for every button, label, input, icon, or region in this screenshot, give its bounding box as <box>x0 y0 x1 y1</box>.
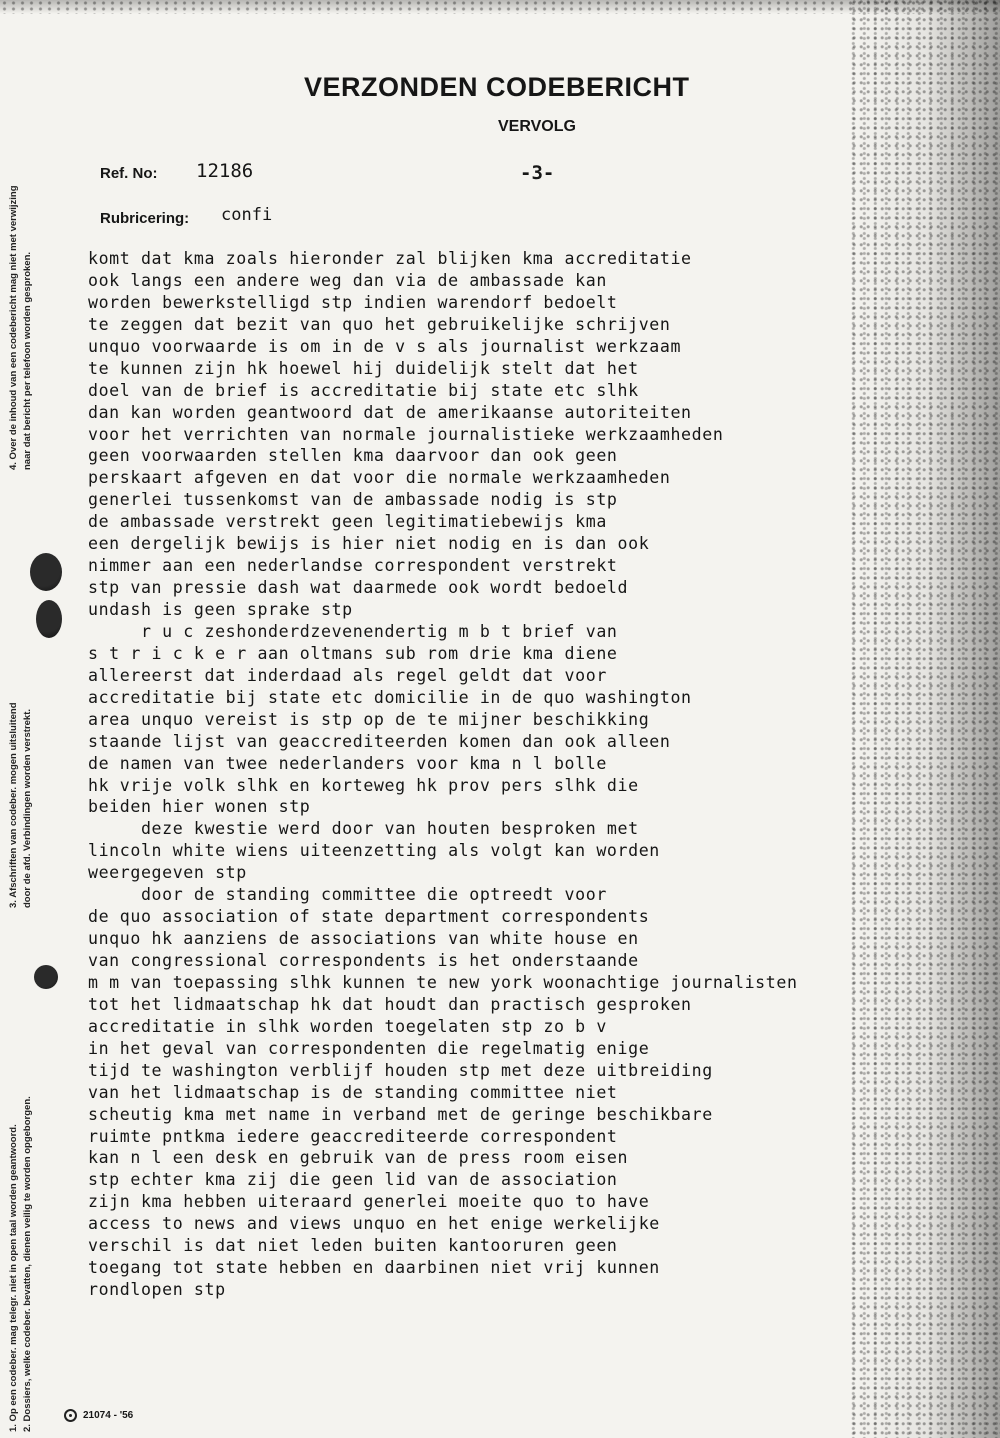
ref-label: Ref. No: <box>100 165 158 182</box>
body-line: unquo hk aanziens de associations van white house en <box>88 929 639 949</box>
body-line: verschil is dat niet leden buiten kantooruren geen <box>88 1236 618 1256</box>
body-line: door de standing committee die optreedt voor <box>88 885 607 905</box>
body-line: nimmer aan een nederlandse correspondent verstrekt <box>88 556 618 576</box>
body-line: te kunnen zijn hk hoewel hij duidelijk stelt dat het <box>88 358 639 378</box>
margin-note-1-line: 1. Op een codeber. mag telegr. niet in open taal worden geantwoord. <box>8 1124 19 1432</box>
footer <box>64 1409 133 1422</box>
document-subtitle: VERVOLG <box>498 118 576 135</box>
margin-note-4-line2: naar dat bericht per telefoon worden gesproken. <box>22 251 33 470</box>
body-line: rondlopen stp <box>88 1280 226 1300</box>
body-line: undash is geen sprake stp <box>88 600 353 619</box>
margin-note-1-2 <box>7 1096 35 1432</box>
body-line: toegang tot state hebben en daarbinen niet vrij kunnen <box>88 1258 660 1278</box>
body-line: unquo voorwaarde is om in de v s als journalist werkzaam <box>88 336 682 356</box>
margin-note-3 <box>7 702 35 908</box>
body-line: de namen van twee nederlanders voor kma n l bolle <box>88 753 607 773</box>
ref-value: 12186 <box>196 160 254 182</box>
body-line: beiden hier wonen stp <box>88 797 311 817</box>
margin-note-4 <box>7 185 35 470</box>
body-line: area unquo vereist is stp op de te mijner beschikking <box>88 709 650 729</box>
page-number: -3- <box>520 162 555 184</box>
body-line: perskaart afgeven en dat voor die normale werkzaamheden <box>88 468 671 488</box>
body-line: een dergelijk bewijs is hier niet nodig en is dan ook <box>88 534 650 554</box>
margin-note-2-line: 2. Dossiers, welke codeber. bevatten, dienen veilig te worden opgeborgen. <box>22 1096 33 1432</box>
body-line: staande lijst van geaccrediteerden komen dan ook alleen <box>88 731 671 751</box>
form-number: 21074 - '56 <box>83 1410 134 1421</box>
body-line: dan kan worden geantwoord dat de amerikaanse autoriteiten <box>88 402 692 422</box>
margin-note-3-line2: door de afd. Verbindingen worden verstrekt. <box>22 708 33 908</box>
body-line: van congressional correspondents is het onderstaande <box>88 951 639 970</box>
body-line: worden bewerkstelligd stp indien warendorf bedoelt <box>88 292 618 312</box>
body-line: van het lidmaatschap is de standing committee niet <box>88 1082 618 1102</box>
body-line: stp van pressie dash wat daarmede ook wordt bedoeld <box>88 578 629 598</box>
margin-note-4-line1: 4. Over de inhoud van een codebericht mag niet met verwijzing <box>8 185 19 470</box>
body-line: scheutig kma met name in verband met de geringe beschikbare <box>88 1104 713 1124</box>
body-line: tot het lidmaatschap hk dat houdt dan practisch gesproken <box>88 994 692 1014</box>
rubricering-value: confi <box>221 205 273 225</box>
body-line: zijn kma hebben uiteraard generlei moeite quo to have <box>88 1192 650 1212</box>
punch-stamp-icon <box>34 965 58 989</box>
body-line: in het geval van correspondenten die regelmatig enige <box>88 1038 650 1058</box>
body-line: komt dat kma zoals hieronder zal blijken kma accreditatie <box>88 249 692 268</box>
body-line: s t r i c k e r aan oltmans sub rom drie kma diene <box>88 643 618 663</box>
scan-top-noise <box>0 0 1000 14</box>
body-line: accreditatie bij state etc domicilie in de quo washington <box>88 687 692 707</box>
body-line: ook langs een andere weg dan via de ambassade kan <box>88 270 607 290</box>
body-line: deze kwestie werd door van houten besproken met <box>88 819 639 839</box>
body-line: weergegeven stp <box>88 863 247 883</box>
body-line: m m van toepassing slhk kunnen te new york woonachtige journalisten <box>88 972 798 992</box>
rubricering-label: Rubricering: <box>100 210 190 227</box>
body-line: voor het verrichten van normale journalistieke werkzaamheden <box>88 424 724 444</box>
body-line: generlei tussenkomst van de ambassade nodig is stp <box>88 490 618 510</box>
body-line: r u c zeshonderdzevenendertig m b t brief van <box>88 621 618 641</box>
body-line: geen voorwaarden stellen kma daarvoor dan ook geen <box>88 446 618 466</box>
margin-note-3-line1: 3. Afschriften van codeber. mogen uitsluitend <box>8 702 19 908</box>
body-line: de ambassade verstrekt geen legitimatiebewijs kma <box>88 512 607 532</box>
body-line: te zeggen dat bezit van quo het gebruikelijke schrijven <box>88 314 671 334</box>
punch-stamp-icon <box>30 553 62 591</box>
body-line: stp echter kma zij die geen lid van de association <box>88 1170 618 1190</box>
body-line: accreditatie in slhk worden toegelaten stp zo b v <box>88 1016 607 1036</box>
body-line: hk vrije volk slhk en korteweg hk prov pers slhk die <box>88 775 639 795</box>
message-body <box>88 248 968 1301</box>
printer-logo-icon <box>64 1409 77 1422</box>
body-line: kan n l een desk en gebruik van de press room eisen <box>88 1148 629 1168</box>
body-line: tijd te washington verblijf houden stp met deze uitbreiding <box>88 1060 713 1080</box>
body-line: access to news and views unquo en het enige werkelijke <box>88 1214 660 1234</box>
body-line: doel van de brief is accreditatie bij state etc slhk <box>88 380 639 400</box>
document-title: VERZONDEN CODEBERICHT <box>304 72 690 102</box>
body-line: ruimte pntkma iedere geaccrediteerde correspondent <box>88 1126 618 1146</box>
punch-stamp-icon <box>36 600 62 638</box>
body-line: de quo association of state department correspondents <box>88 907 650 927</box>
body-line: allereerst dat inderdaad als regel geldt dat voor <box>88 665 607 685</box>
body-line: lincoln white wiens uiteenzetting als volgt kan worden <box>88 841 660 861</box>
